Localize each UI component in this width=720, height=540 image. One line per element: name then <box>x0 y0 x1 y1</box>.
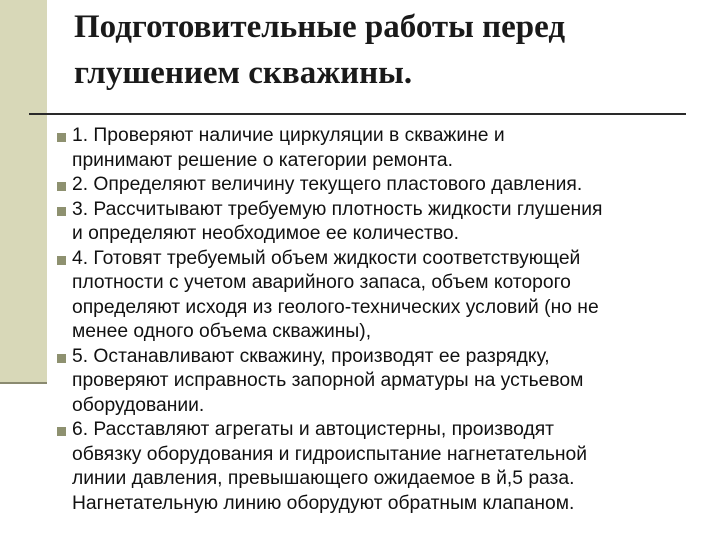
bullet-item-5 <box>0 345 720 419</box>
title-divider <box>29 113 686 115</box>
bullet-line: 5. Останавливают скважину, производят ее разрядку, <box>72 345 550 367</box>
bullet-line: 6. Расставляют агрегаты и автоцистерны, производят <box>72 419 554 440</box>
square-bullet-icon <box>57 207 66 216</box>
bullet-line: 2. Определяют величину текущего пластового давления. <box>72 174 583 195</box>
bullet-item-3 <box>0 198 720 247</box>
bullet-line: принимают решение о категории ремонта. <box>72 149 453 171</box>
bullet-line: и определяют необходимое ее количество. <box>72 223 459 244</box>
square-bullet-icon <box>57 354 66 363</box>
square-bullet-icon <box>57 133 66 142</box>
bullet-item-4 <box>0 247 720 345</box>
page-title <box>74 4 704 96</box>
bullet-item-6 <box>0 418 720 516</box>
square-bullet-icon <box>57 427 66 436</box>
bullet-list <box>0 124 720 516</box>
bullet-item-1 <box>0 124 720 173</box>
bullet-line: оборудовании. <box>72 394 205 416</box>
square-bullet-icon <box>57 256 66 265</box>
bullet-line: обвязку оборудования и гидроиспытание нагнетательной <box>72 443 588 465</box>
bullet-line: 3. Рассчитывают требуемую плотность жидкости глушения <box>72 198 603 220</box>
bullet-line: менее одного объема скважины), <box>72 321 372 342</box>
bullet-line: 1. Проверяют наличие циркуляции в скважине и <box>72 125 505 146</box>
bullet-line: проверяют исправность запорной арматуры на устьевом <box>72 370 584 391</box>
bullet-line: линии давления, превышающего ожидаемое в й,5 раза. <box>72 468 575 489</box>
bullet-line: определяют исходя из геолого-технических условий (но не <box>72 296 599 318</box>
title-line-2: глушением скважины. <box>74 55 413 91</box>
square-bullet-icon <box>57 182 66 191</box>
bullet-item-2 <box>0 173 720 198</box>
bullet-line: Нагнетательную линию оборудуют обратным клапаном. <box>72 492 575 514</box>
bullet-line: плотности с учетом аварийного запаса, объем которого <box>72 272 571 293</box>
title-line-1: Подготовительные работы перед <box>74 9 566 45</box>
bullet-line: 4. Готовят требуемый объем жидкости соответствующей <box>72 247 581 269</box>
